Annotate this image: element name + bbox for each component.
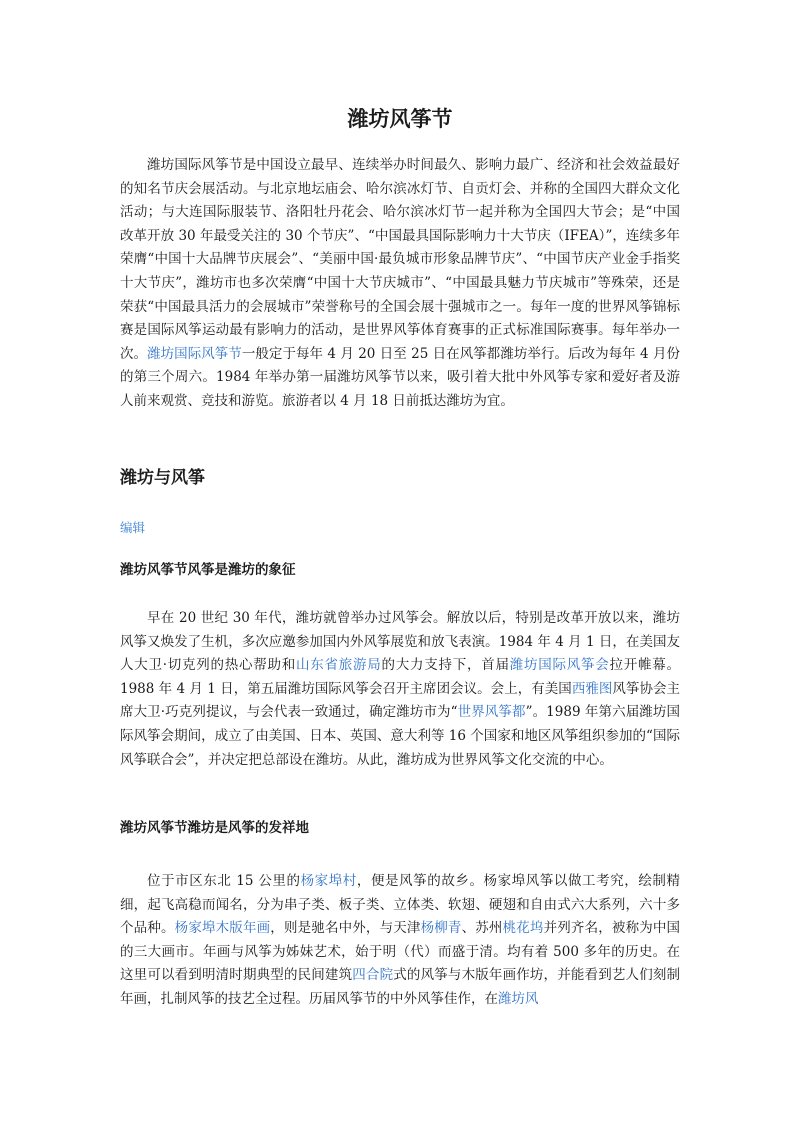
link-yangliuqing[interactable]: 杨柳青 (420, 920, 462, 937)
origin-text-6: 式的风筝与木版年画作坊，并能看到艺人们刻制年画，扎制风筝的技艺全过程。历届风筝节的中外风筝佳作，在 (120, 967, 681, 1007)
subsection-heading-origin: 潍坊风筝节潍坊是风筝的发祥地 (120, 820, 309, 836)
symbol-text-4: 风筝协会主席大卫·巧克列提议，与会代表一致通过，确定潍坊市为“ (120, 680, 681, 721)
link-siheyuan[interactable]: 四合院 (352, 967, 394, 984)
link-weifang-kite-festival[interactable]: 潍坊国际风筝节 (147, 345, 242, 362)
symbol-text-5: ”。1989 年第六届潍坊国际风筝会期间，成立了由美国、日本、英国、意大利等 16 个国家和地区风筝组织参加的“国际风筝联合会”，并决定把总部设在潍坊。从此，潍坊成为世界风筝文化交流的中心。 (120, 704, 680, 768)
edit-link[interactable]: 编辑 (120, 520, 146, 535)
symbol-text-1: 早在 20 世纪 30 年代，潍坊就曾举办过风筝会。解放以后，特别是改革开放以来，潍坊风筝又焕发了生机，多次应邀参加国内外风筝展览和放飞表演。1984 年 4 月 1 日，在美国友人大卫·切克列的热心帮助和 (120, 610, 680, 674)
link-yangjiabu-woodblock[interactable]: 杨家埠木版年画 (174, 920, 271, 937)
link-weifang-continued[interactable]: 潍坊风 (498, 990, 539, 1007)
origin-text-5: 并列齐名，被称为中国的三大画市。年画与风筝为姊妹艺术，始于明（代）而盛于清。均有着 500 多年的历史。在这里可以看到明清时期典型的民间建筑 (120, 920, 681, 984)
origin-paragraph (120, 870, 680, 1012)
link-shandong-tourism[interactable]: 山东省旅游局 (296, 657, 382, 674)
link-weifang-kite-fair[interactable]: 潍坊国际风筝会 (509, 657, 610, 674)
link-taohuawu[interactable]: 桃花坞 (502, 920, 544, 937)
intro-paragraph (120, 154, 680, 414)
link-seattle[interactable]: 西雅图 (571, 680, 613, 697)
origin-text-4: 、苏州 (461, 920, 503, 937)
origin-text-2: ，便是风筝的故乡。杨家埠风筝以做工考究，绘制精细，起飞高稳而闻名，分为串子类、板子类、立体类、软翅、硬翅和自由式六大系列，六十多个品种。 (120, 873, 681, 937)
section-heading: 潍坊与风筝 (120, 468, 205, 488)
page-title: 潍坊风筝节 (347, 107, 453, 131)
origin-text-1: 位于市区东北 15 公里的 (147, 873, 301, 889)
subsection-heading-symbol: 潍坊风筝节风筝是潍坊的象征 (120, 562, 296, 578)
origin-text-3: ，则是驰名中外，与天津 (270, 920, 421, 937)
symbol-text-2: 的大力支持下，首届 (381, 657, 510, 674)
symbol-paragraph (120, 607, 680, 772)
link-world-kite-capital[interactable]: 世界风筝都 (457, 704, 526, 721)
symbol-text-3: 拉开帷幕。1988 年 4 月 1 日，第五届潍坊国际风筝会召开主席团会议。会上，有美国 (120, 657, 681, 697)
intro-text-2: 一般定于每年 4 月 20 日至 25 日在风筝都潍坊举行。后改为每年 4 月份的第三个周六。1984 年举办第一届潍坊风筝节以来，吸引着大批中外风筝专家和爱好者及游人前来观赏、竞技和游览。旅游者以 4 月 18 日前抵达潍坊为宜。 (120, 345, 681, 409)
intro-text-1: 潍坊国际风筝节是中国设立最早、连续举办时间最久、影响力最广、经济和社会效益最好的知名节庆会展活动。与北京地坛庙会、哈尔滨冰灯节、自贡灯会、并称的全国四大群众文化活动；与大连国际服装节、洛阳牡丹花会、哈尔滨冰灯节一起并称为全国四大节会；是“中国改革开放 30 年最受关注的 30 个节庆”、“中国最具国际影响力十大节庆（IFEA）”，连续多年荣膺“中国十大品牌节庆展会”、“美丽中国·最负城市形象品牌节庆”、“中国节庆产业金手指奖十大节庆”，潍坊市也多次荣膺“中国十大节庆城市”、“中国最具魅力节庆城市”等殊荣，还是荣获“中国最具活力的会展城市”荣誉称号的全国会展十强城市之一。每年一度的世界风筝锦标赛是国际风筝运动最有影响力的活动，是世界风筝体育赛事的正式标准国际赛事。每年举办一次。 (120, 157, 680, 362)
link-yangjiabu-village[interactable]: 杨家埠村 (300, 873, 357, 889)
